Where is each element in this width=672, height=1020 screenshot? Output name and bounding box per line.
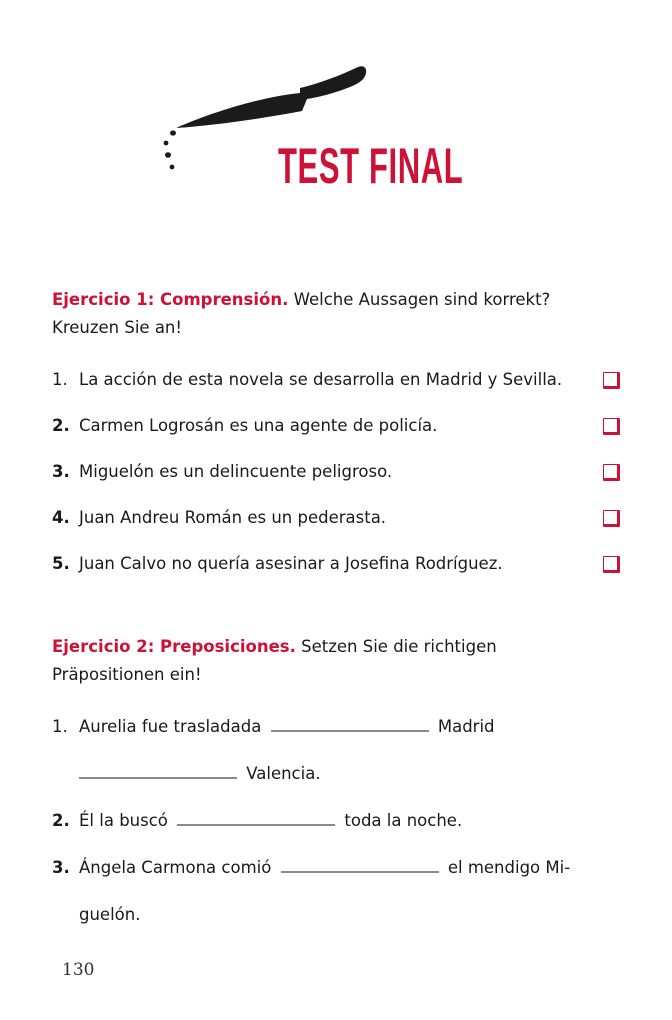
item-number: 1. [52,717,68,736]
blank-field[interactable] [271,716,429,732]
fill-in-item [52,715,612,762]
exercise-2-label: Ejercicio 2: Preposiciones. [52,637,296,656]
statement-item [52,552,612,598]
statement-text: Miguelón es un delincuente peligroso. [79,462,393,481]
blank-field[interactable] [177,810,335,826]
item-number: 2. [52,416,70,435]
item-number: 4. [52,508,70,527]
exercise-1-label: Ejercicio 1: Comprensión. [52,290,289,309]
fill-in-item [52,856,612,903]
exercise-2-instruction-2: Präpositionen ein! [52,665,202,684]
sentence-part: Valencia. [246,764,321,783]
statement-text: Juan Calvo no quería asesinar a Josefina Rodríguez. [79,554,503,573]
statement-text: Juan Andreu Román es un pederasta. [79,508,387,527]
sentence-part: Ángela Carmona comió [79,858,272,877]
fill-in-list [52,715,612,950]
page-title: TEST FINAL [278,138,464,194]
fill-in-item-continuation [52,903,612,950]
item-number: 2. [52,811,70,830]
exercise-1-instruction-2: Kreuzen Sie an! [52,318,183,337]
sentence-part: el mendigo Mi- [447,858,571,877]
exercise-2-instruction: Setzen Sie die richtigen [301,637,497,656]
statement-item [52,506,612,552]
item-number: 3. [52,858,70,877]
blank-field[interactable] [281,857,439,873]
checkbox[interactable] [603,556,620,573]
exercise-2 [52,633,612,924]
statement-item [52,368,612,414]
sentence-part: Aurelia fue trasladada [79,717,262,736]
exercise-2-heading [52,633,612,689]
fill-in-item-continuation [52,762,612,809]
drop [170,130,176,135]
header-illustration [150,55,470,205]
checkbox[interactable] [603,510,620,527]
blank-field[interactable] [79,763,237,779]
sentence-part: Él la buscó [79,811,168,830]
exercise-1 [52,286,612,573]
exercise-1-instruction: Welche Aussagen sind korrekt? [293,290,551,309]
exercise-1-heading [52,286,612,342]
page-number: 130 [62,960,95,980]
statement-item [52,460,612,506]
fill-in-item [52,809,612,856]
sentence-part: Madrid [437,717,495,736]
statement-text: La acción de esta novela se desarrolla en Madrid y Sevilla. [79,370,563,389]
checkbox[interactable] [603,464,620,481]
statement-text: Carmen Logrosán es una agente de policía. [79,416,438,435]
checkbox[interactable] [603,418,620,435]
item-number: 5. [52,554,70,573]
statement-item [52,414,612,460]
checkbox[interactable] [603,372,620,389]
item-number: 3. [52,462,70,481]
statement-list [52,368,612,598]
sentence-part: toda la noche. [344,811,463,830]
item-number: 1. [52,370,68,389]
sentence-part: guelón. [79,905,141,924]
